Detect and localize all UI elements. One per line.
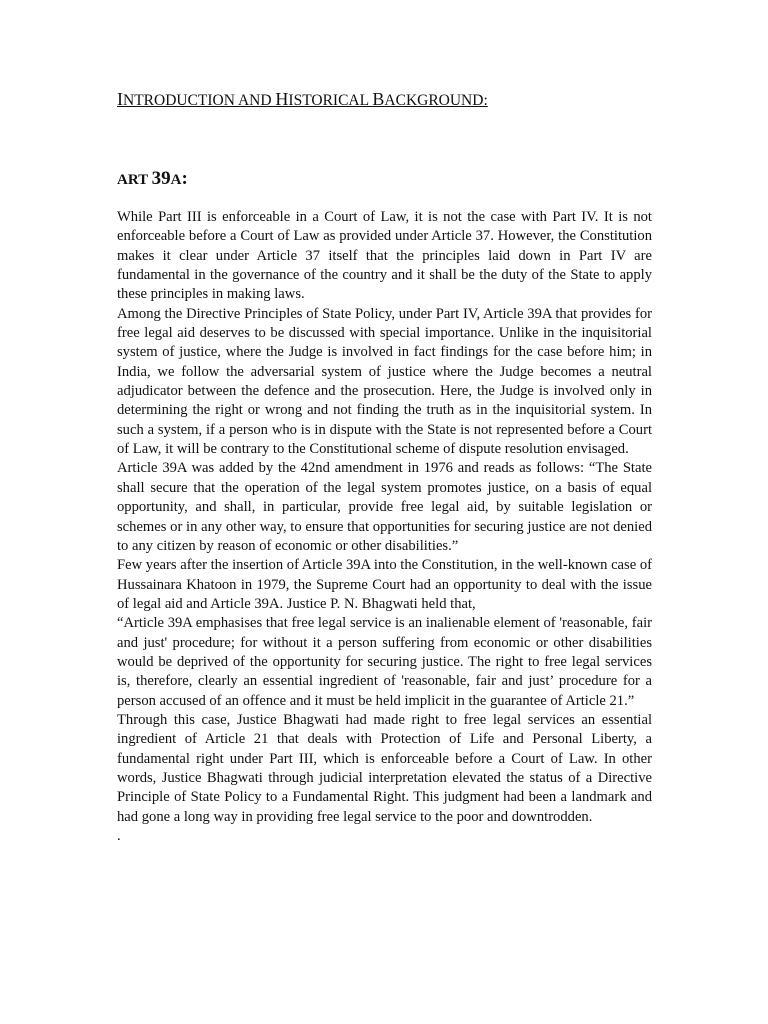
paragraph: Through this case, Justice Bhagwati had made right to free legal services an essential ingredient of Article 21 that deals with Protection of Life and Personal Liberty, a fundamental right under Part III, which is enforceable before a Court of Law. In other words, Justice Bhagwati through judicial interpretation elevated the status of a Directive Principle of State Policy to a Fundamental Right. This judgment had been a landmark and had gone a long way in providing free legal service to the poor and downtrodden. xyxy=(117,711,652,825)
section-suffix: A xyxy=(170,172,182,188)
paragraph: Article 39A was added by the 42nd amendment in 1976 and reads as follows: “The State shall secure that the operation of the legal system promotes justice, on a basis of equal opportunity, and shall, in particular, provide free legal aid, by suitable legislation or schemes or in any other way, to ensure that opportunities for securing justice are not denied to any citizen by reason of economic or other disabilities.” xyxy=(117,460,652,554)
paragraph: While Part III is enforceable in a Court of Law, it is not the case with Part IV. It is not enforceable before a Court of Law as provided under Article 37. However, the Constitution makes it clear under Article 37 itself that the principles laid down in Part IV are fundamental in the governance of the country and it shall be the duty of the State to apply these principles in making laws. xyxy=(117,209,652,303)
title-initial: B xyxy=(372,89,385,109)
section-number: 39 xyxy=(151,168,171,189)
title-word: ISTORICAL xyxy=(288,92,373,109)
section-colon: : xyxy=(181,168,188,189)
title-word: NTRODUCTION AND xyxy=(123,92,276,109)
paragraph: Few years after the insertion of Article 39A into the Constitution, in the well-known case of Hussainara Khatoon in 1979, the Supreme Court had an opportunity to deal with the issue of legal aid and Article 39A. Justice P. N. Bhagwati held that, xyxy=(117,557,652,612)
body-text xyxy=(117,208,652,846)
title-initial: H xyxy=(275,89,289,109)
section-heading xyxy=(117,168,188,190)
title-initial: I xyxy=(117,89,123,109)
document-title xyxy=(117,89,488,110)
title-word: ACKGROUND: xyxy=(384,92,488,109)
quote-paragraph: “Article 39A emphasises that free legal service is an inalienable element of 'reasonable, fair and just' procedure; for without it a person suffering from economic or other disabilities would be deprived of the opportunity for securing justice. The right to free legal services is, therefore, clearly an essential ingredient of 'reasonable, fair and just’ procedure for a person accused of an offence and it must be held implicit in the guarantee of Article 21.” xyxy=(117,615,652,709)
paragraph: Among the Directive Principles of State Policy, under Part IV, Article 39A that provides for free legal aid deserves to be discussed with special importance. Unlike in the inquisitorial system of justice, where the Judge is involved in fact findings for the case before him; in India, we follow the adversarial system of justice where the Judge becomes a neutral adjudicator between the defence and the prosecution. Here, the Judge is involved only in determining the right or wrong and not finding the truth as in the inquisitorial system. In such a system, if a person who is in dispute with the State is not represented before a Court of Law, it will be contrary to the Constitutional scheme of dispute resolution envisaged. xyxy=(117,305,652,458)
section-prefix: ART xyxy=(117,172,152,188)
trailing-mark: . xyxy=(117,828,121,844)
